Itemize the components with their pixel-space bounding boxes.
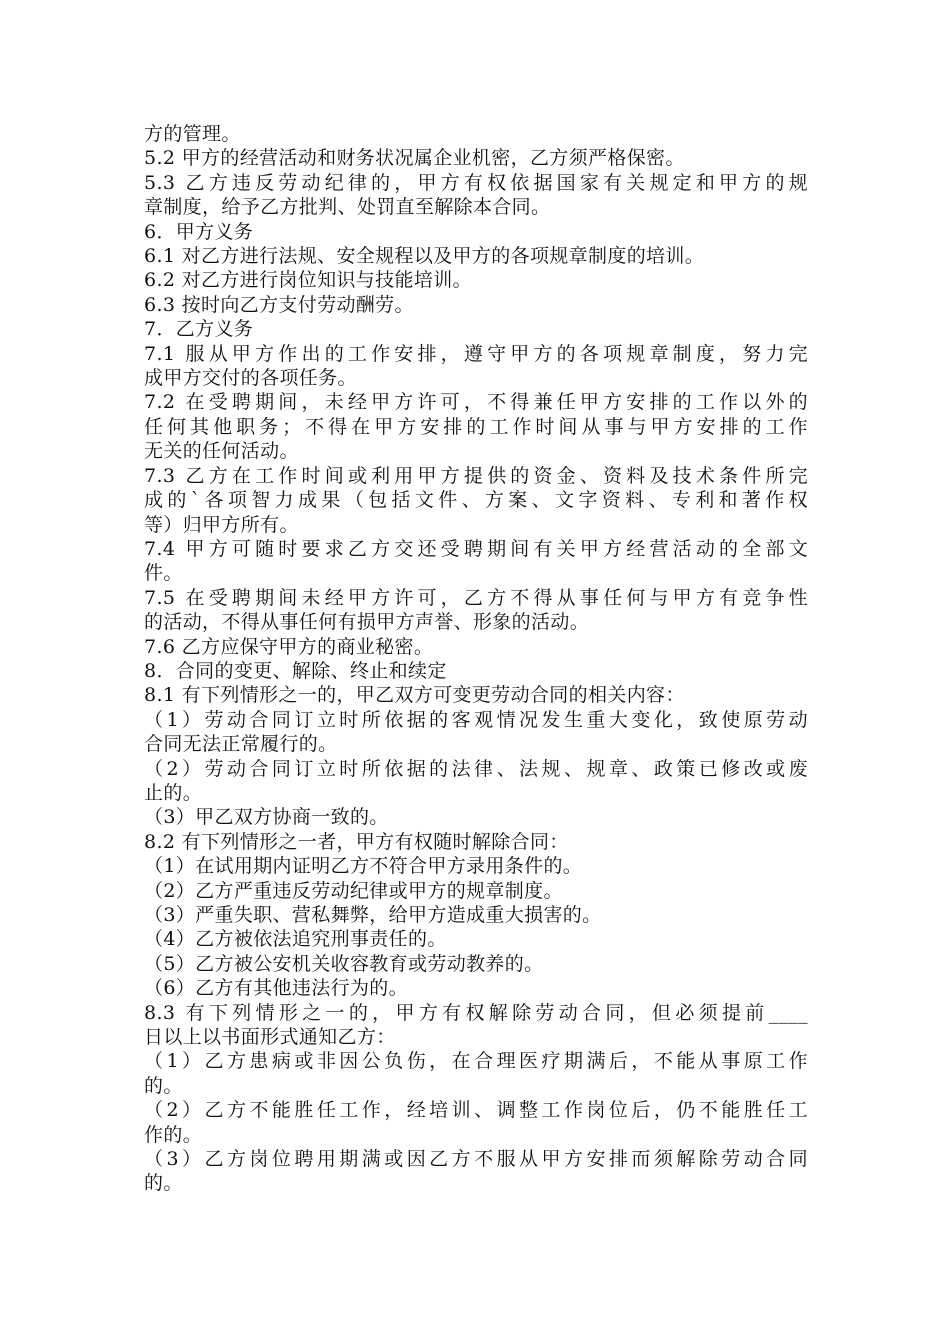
text-line: 6．甲方义务 (144, 220, 254, 243)
text-line: 5.2 甲方的经营活动和财务状况属企业机密，乙方须严格保密。 (144, 147, 685, 170)
text-line: 7.5 在受聘期间未经甲方许可，乙方不得从事任何与甲方有竞争性 (144, 586, 808, 609)
text-line: 7．乙方义务 (144, 318, 254, 341)
text-line: 8.1 有下列情形之一的，甲乙双方可变更劳动合同的相关内容： (144, 684, 685, 707)
text-line: 7.3 乙方在工作时间或利用甲方提供的资金、资料及技术条件所完 (144, 464, 808, 487)
text-line: 任何其他职务；不得在甲方安排的工作时间从事与甲方安排的工作 (144, 415, 808, 438)
text-line: 6.2 对乙方进行岗位知识与技能培训。 (144, 269, 472, 292)
text-line: （3）严重失职、营私舞弊，给甲方造成重大损害的。 (144, 904, 602, 926)
text-line: 等）归甲方所有。 (144, 513, 299, 536)
document-body (144, 122, 808, 1196)
text-line: 7.2 在受聘期间，未经甲方许可，不得兼任甲方安排的工作以外的 (144, 391, 808, 414)
text-line: 7.4 甲方可随时要求乙方交还受聘期间有关甲方经营活动的全部文 (144, 537, 808, 560)
text-line: 方的管理。 (144, 123, 241, 145)
text-line: 5.3 乙方违反劳动纪律的，甲方有权依据国家有关规定和甲方的规 (144, 171, 808, 194)
text-line: 6.1 对乙方进行法规、安全规程以及甲方的各项规章制度的培训。 (144, 245, 705, 268)
text-line: （2）乙方不能胜任工作，经培训、调整工作岗位后，仍不能胜任工 (144, 1099, 808, 1122)
text-line: 7.1 服从甲方作出的工作安排，遵守甲方的各项规章制度，努力完 (144, 342, 808, 365)
text-line: 日以上以书面形式通知乙方： (144, 1026, 396, 1049)
text-line: 的。 (144, 1172, 183, 1195)
text-line: （6）乙方有其他违法行为的。 (144, 977, 408, 1000)
text-line: （5）乙方被公安机关收容教育或劳动教养的。 (144, 952, 544, 975)
text-line: （4）乙方被依法追究刑事责任的。 (144, 928, 447, 951)
text-line: （2）劳动合同订立时所依据的法律、法规、规章、政策已修改或废 (144, 757, 808, 780)
text-line: 8.2 有下列情形之一者，甲方有权随时解除合同： (144, 830, 569, 853)
text-line: 的。 (144, 1074, 183, 1097)
text-line: （1）劳动合同订立时所依据的客观情况发生重大变化，致使原劳动 (144, 708, 808, 731)
text-line: （2）乙方严重违反劳动纪律或甲方的规章制度。 (144, 879, 563, 902)
text-line: 止的。 (144, 781, 203, 804)
text-line: 的活动，不得从事任何有损甲方声誉、形象的活动。 (144, 611, 590, 634)
text-line: 无关的任何活动。 (144, 440, 299, 463)
text-line: （1）在试用期内证明乙方不符合甲方录用条件的。 (144, 855, 583, 878)
text-line: （1）乙方患病或非因公负伤，在合理医疗期满后，不能从事原工作 (144, 1050, 808, 1073)
text-line: 成甲方交付的各项任务。 (144, 367, 357, 390)
text-line: 件。 (144, 562, 183, 585)
text-line: 6.3 按时向乙方支付劳动酬劳。 (144, 293, 414, 316)
text-line: 章制度，给予乙方批判、处罚直至解除本合同。 (144, 196, 551, 219)
text-line: 作的。 (144, 1123, 203, 1146)
text-line: 7.6 乙方应保守甲方的商业秘密。 (144, 635, 434, 658)
text-line: （3）甲乙双方协商一致的。 (144, 806, 389, 829)
text-line: 成的`各项智力成果（包括文件、方案、文字资料、专利和著作权 (144, 489, 808, 512)
text-line: 8.3 有下列情形之一的，甲方有权解除劳动合同，但必须提前____ (144, 1001, 808, 1024)
text-line: 8．合同的变更、解除、终止和续定 (144, 659, 447, 682)
text-line: 合同无法正常履行的。 (144, 733, 338, 756)
text-line: （3）乙方岗位聘用期满或因乙方不服从甲方安排而须解除劳动合同 (144, 1148, 808, 1171)
